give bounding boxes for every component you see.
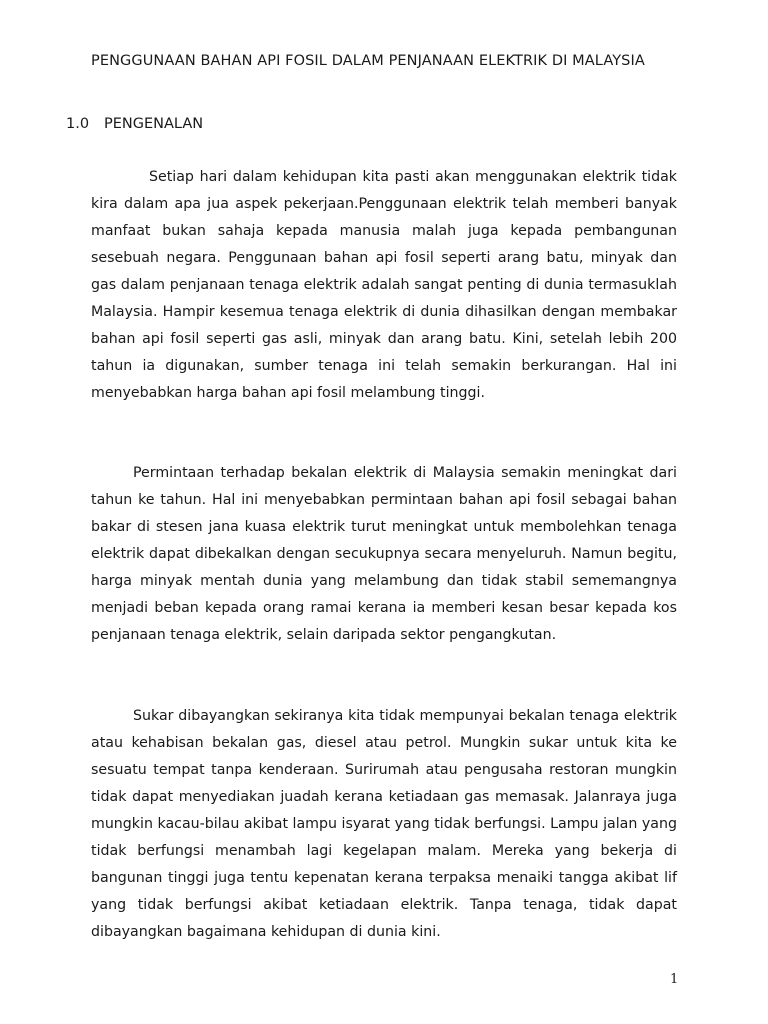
section-title: PENGENALAN — [104, 116, 204, 132]
section-heading — [66, 115, 203, 133]
body-paragraph: Setiap hari dalam kehidupan kita pasti akan menggunakan elektrik tidak kira dalam apa jua aspek pekerjaan.Penggunaan elektrik telah memberi banyak manfaat bukan sahaja kepada manusia malah juga kepada pembangunan sesebuah negara. Penggunaan bahan api fosil seperti arang batu, minyak dan gas dalam penjanaan tenaga elektrik adalah sangat penting di dunia termasuklah Malaysia. Hampir kesemua tenaga elektrik di dunia dihasilkan dengan membakar bahan api fosil seperti gas asli, minyak dan arang batu. Kini, setelah lebih 200 tahun ia digunakan, sumber tenaga ini telah semakin berkurangan. Hal ini menyebabkan harga bahan api fosil melambung tinggi. — [91, 169, 677, 401]
document-title: PENGGUNAAN BAHAN API FOSIL DALAM PENJANAAN ELEKTRIK DI MALAYSIA — [91, 53, 645, 69]
body-paragraph: Permintaan terhadap bekalan elektrik di Malaysia semakin meningkat dari tahun ke tahun. Hal ini menyebabkan permintaan bahan api fosil sebagai bahan bakar di stesen jana kuasa elektrik turut meningkat untuk membolehkan tenaga elektrik dapat dibekalkan dengan secukupnya secara menyeluruh. Namun begitu, harga minyak mentah dunia yang melambung dan tidak stabil sememangnya menjadi beban kepada orang ramai kerana ia memberi kesan besar kepada kos penjanaan tenaga elektrik, selain daripada sektor pengangkutan. — [91, 465, 677, 643]
section-number: 1.0 — [66, 116, 90, 132]
page-number: 1 — [670, 972, 679, 987]
body-paragraph: Sukar dibayangkan sekiranya kita tidak mempunyai bekalan tenaga elektrik atau kehabisan bekalan gas, diesel atau petrol. Mungkin sukar untuk kita ke sesuatu tempat tanpa kenderaan. Surirumah atau pengusaha restoran mungkin tidak dapat menyediakan juadah kerana ketiadaan gas memasak. Jalanraya juga mungkin kacau-bilau akibat lampu isyarat yang tidak berfungsi. Lampu jalan yang tidak berfungsi menambah lagi kegelapan malam. Mereka yang bekerja di bangunan tinggi juga tentu kepenatan kerana terpaksa menaiki tangga akibat lif yang tidak berfungsi akibat ketiadaan elektrik. Tanpa tenaga, tidak dapat dibayangkan bagaimana kehidupan di dunia kini. — [91, 708, 677, 940]
